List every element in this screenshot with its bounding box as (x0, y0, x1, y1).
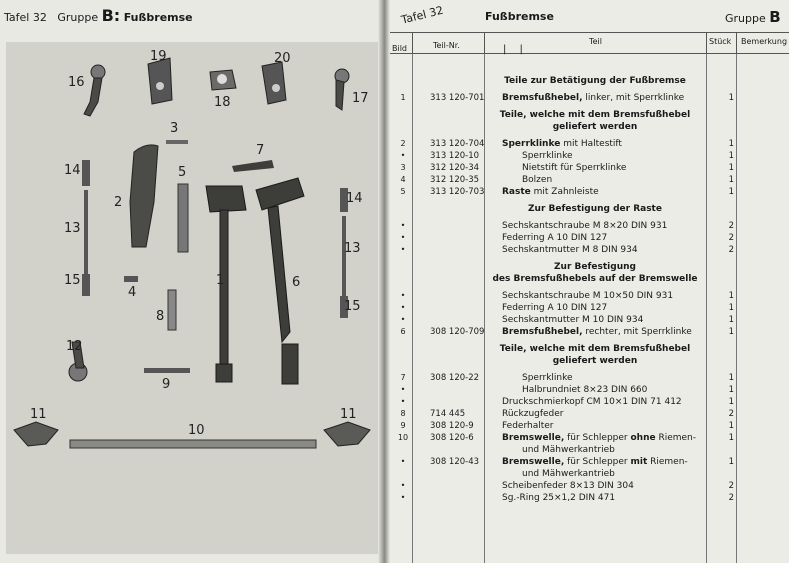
parts-row (390, 302, 789, 314)
row-bild: 2 (400, 139, 406, 148)
section-heading: Zur Befestigung der Raste (528, 204, 662, 214)
parts-row (390, 232, 789, 244)
row-teil-pre: für Schlepper (564, 457, 631, 467)
left-tafel: Tafel 32 (4, 11, 47, 24)
row-teil-text: Sechskantmutter M 10 DIN 934 (502, 315, 644, 325)
row-teil-nr: 313 120-701 (430, 93, 485, 103)
row-stueck: 1 (728, 385, 734, 395)
row-bild: 9 (400, 421, 406, 430)
row-teil-nr: 313 120-10 (430, 151, 480, 161)
photo-label-7: 7 (256, 143, 265, 158)
photo-label-5: 5 (178, 165, 187, 180)
row-bild: 4 (400, 175, 406, 184)
row-teil (502, 220, 667, 232)
row-teil-text: rechter, mit Sperrklinke (582, 327, 692, 337)
row-teil-nr: 308 120-6 (430, 433, 474, 443)
row-teil-text: Sechskantmutter M 8 DIN 934 (502, 245, 638, 255)
row-teil-text: Druckschmierkopf CM 10×1 DIN 71 412 (502, 397, 682, 407)
row-bild: • (400, 457, 406, 466)
row-teil-nr: 308 120-22 (430, 373, 480, 383)
row-teil-text: Sechskantschraube M 8×20 DIN 931 (502, 221, 668, 231)
photo-label-1: 1 (216, 273, 225, 288)
parts-row (390, 186, 789, 198)
right-tafel: Tafel 32 (400, 3, 445, 27)
parts-row (390, 92, 789, 104)
row-teil-emph: ohne (630, 433, 656, 443)
row-teil-line2: und Mähwerkantrieb (522, 469, 615, 479)
row-teil-bold: Bremsfußhebel, (502, 327, 583, 337)
photo-label-9: 9 (162, 377, 171, 392)
row-bild: 6 (400, 327, 406, 336)
row-stueck: 1 (728, 163, 734, 173)
parts-row (390, 480, 789, 492)
part-2-pawl (130, 145, 158, 247)
part-14-rod-left (82, 160, 90, 186)
row-teil (502, 456, 688, 468)
parts-row (390, 150, 789, 162)
parts-row (390, 220, 789, 232)
parts-row-continuation (390, 444, 789, 456)
row-teil-text: Federring A 10 DIN 127 (502, 303, 608, 313)
row-bild: • (400, 291, 406, 300)
row-teil-text: Federring A 10 DIN 127 (502, 233, 608, 243)
header-teil-label: Teil (589, 37, 602, 46)
row-teil (522, 162, 626, 174)
parts-row (390, 372, 789, 384)
photo-label-13-left: 13 (64, 221, 81, 236)
row-teil-emph: mit (630, 457, 648, 467)
section-heading: geliefert werden (552, 356, 638, 366)
row-teil (522, 372, 573, 384)
row-stueck: 1 (728, 303, 734, 313)
row-bild: • (400, 315, 406, 324)
row-teil-text: Sperrklinke (522, 151, 573, 161)
parts-row (390, 384, 789, 396)
row-stueck: 1 (728, 397, 734, 407)
photo-label-15-right: 15 (344, 299, 361, 314)
right-gruppe-label: Gruppe (725, 12, 766, 25)
parts-row (390, 396, 789, 408)
row-teil-text: Scheibenfeder 8×13 DIN 304 (502, 481, 634, 491)
photo-label-14-left: 14 (64, 163, 81, 178)
part-15-rod-left (82, 274, 90, 296)
row-teil (502, 326, 692, 338)
photo-label-12: 12 (66, 339, 83, 354)
row-teil-bold: Bremsfußhebel, (502, 93, 583, 103)
photo-label-2: 2 (114, 195, 123, 210)
row-stueck: 1 (728, 315, 734, 325)
row-bild: 1 (400, 93, 406, 102)
row-bild: 10 (397, 433, 409, 442)
row-bild: • (400, 245, 406, 254)
row-teil-text: Sperrklinke (522, 373, 573, 383)
photo-label-19: 19 (150, 49, 167, 64)
row-teil-nr: 313 120-703 (430, 187, 485, 197)
parts-row (390, 244, 789, 256)
part-11-left (14, 422, 58, 446)
row-stueck: 1 (728, 175, 734, 185)
section-heading: Zur Befestigung (554, 262, 636, 272)
left-gruppe-label: Gruppe (57, 11, 99, 24)
row-teil (502, 408, 564, 420)
parts-row (390, 138, 789, 150)
row-stueck: 1 (728, 457, 734, 467)
part-20-bracket (262, 62, 286, 104)
parts-row (390, 162, 789, 174)
row-teil-bold: Raste (502, 187, 531, 197)
row-stueck: 1 (728, 433, 734, 443)
row-teil-post: Riemen- (655, 433, 697, 443)
row-teil-nr: 308 120-43 (430, 457, 480, 467)
row-teil (522, 384, 647, 396)
part-8-spring (168, 290, 176, 330)
header-teil-ticks: | | (503, 44, 528, 55)
row-teil (502, 302, 607, 314)
row-teil-text: Bolzen (522, 175, 553, 185)
left-page (0, 0, 383, 563)
right-page (390, 0, 789, 563)
parts-photo (6, 42, 378, 554)
parts-row (390, 326, 789, 338)
section-heading: des Bremsfußhebels auf der Bremswelle (492, 274, 698, 284)
row-teil-text: mit Haltestift (560, 139, 622, 149)
row-teil-text: Sg.-Ring 25×1,2 DIN 471 (502, 493, 616, 503)
photo-label-8: 8 (156, 309, 165, 324)
row-teil-bold: Bremswelle, (502, 433, 565, 443)
parts-row (390, 420, 789, 432)
row-bild: • (400, 385, 406, 394)
row-teil-text: Rückzugfeder (502, 409, 564, 419)
row-stueck: 1 (728, 291, 734, 301)
photo-label-11-left: 11 (30, 407, 47, 422)
part-17-lever (335, 69, 349, 110)
row-stueck: 2 (728, 409, 734, 419)
photo-label-4: 4 (128, 285, 137, 300)
right-gruppe-letter: B (769, 8, 781, 26)
part-4-bolt (124, 276, 138, 282)
section-heading: geliefert werden (552, 122, 638, 132)
row-bild: • (400, 481, 406, 490)
photo-label-3: 3 (170, 121, 179, 136)
row-stueck: 2 (728, 221, 734, 231)
part-10-shaft (70, 440, 316, 448)
part-13-rod-left (84, 190, 88, 276)
section-heading: Teile zur Betätigung der Fußbremse (504, 76, 686, 86)
row-teil-nr: 312 120-35 (430, 175, 480, 185)
row-teil (502, 92, 684, 104)
row-teil (502, 432, 696, 444)
row-bild: 3 (400, 163, 406, 172)
row-teil (502, 314, 643, 326)
row-stueck: 2 (728, 245, 734, 255)
header-teil (484, 33, 706, 55)
row-teil-bold: Bremswelle, (502, 457, 565, 467)
row-teil-pre: für Schlepper (564, 433, 631, 443)
parts-row (390, 456, 789, 468)
row-stueck: 1 (728, 327, 734, 337)
section-heading: Teile, welche mit dem Bremsfußhebel (499, 110, 691, 120)
row-teil-nr: 308 120-9 (430, 421, 474, 431)
part-19-bracket (148, 58, 172, 104)
row-teil (502, 290, 673, 302)
parts-row (390, 492, 789, 504)
section-heading: Teile, welche mit dem Bremsfußhebel (499, 344, 691, 354)
left-gruppe-title: Fußbremse (123, 11, 193, 24)
photo-label-14-right: 14 (346, 191, 363, 206)
photo-label-15-left: 15 (64, 273, 81, 288)
row-teil-text: Halbrundniet 8×23 DIN 660 (522, 385, 648, 395)
photo-label-16: 16 (68, 75, 85, 90)
row-bild: • (400, 397, 406, 406)
table-header (390, 32, 789, 54)
part-9-holder (144, 368, 190, 373)
row-teil (502, 420, 554, 432)
book-gutter (378, 0, 390, 563)
row-teil (502, 186, 599, 198)
part-7-pawl (232, 160, 274, 172)
row-teil (502, 480, 634, 492)
header-stueck: Stück (706, 33, 736, 55)
row-stueck: 1 (728, 139, 734, 149)
row-bild: 5 (400, 187, 406, 196)
row-bild: • (400, 233, 406, 242)
row-bild: 8 (400, 409, 406, 418)
header-bemerkung: Bemerkung (736, 33, 789, 55)
row-teil-nr: 313 120-704 (430, 139, 485, 149)
parts-row (390, 408, 789, 420)
row-stueck: 1 (728, 187, 734, 197)
row-teil-text: Sechskantschraube M 10×50 DIN 931 (502, 291, 674, 301)
parts-row (390, 432, 789, 444)
part-13-rod-right (342, 216, 346, 296)
row-teil-text: mit Zahnleiste (530, 187, 599, 197)
photo-label-10: 10 (188, 423, 205, 438)
row-bild: • (400, 221, 406, 230)
row-stueck: 1 (728, 421, 734, 431)
parts-row (390, 174, 789, 186)
row-teil-post: Riemen- (647, 457, 688, 467)
photo-label-17: 17 (352, 91, 369, 106)
photo-label-6: 6 (292, 275, 301, 290)
row-teil-bold: Sperrklinke (502, 139, 561, 149)
part-5-ratchet (178, 184, 188, 252)
row-teil (502, 396, 682, 408)
photo-label-20: 20 (274, 51, 291, 66)
part-3-pin (166, 140, 188, 144)
photo-label-13-right: 13 (344, 241, 361, 256)
row-bild: • (400, 493, 406, 502)
row-teil (522, 174, 552, 186)
photo-label-18: 18 (214, 95, 231, 110)
row-bild: • (400, 151, 406, 160)
row-stueck: 2 (728, 233, 734, 243)
row-bild: 7 (400, 373, 406, 382)
parts-row (390, 314, 789, 326)
part-18-flange (210, 70, 236, 90)
row-teil-text: linker, mit Sperrklinke (582, 93, 685, 103)
row-teil-nr: 714 445 (430, 409, 466, 419)
row-teil (502, 138, 622, 150)
part-11-right (324, 422, 370, 446)
header-bild: Bild (392, 44, 408, 53)
row-stueck: 1 (728, 151, 734, 161)
row-teil (502, 244, 638, 256)
parts-row-continuation (390, 468, 789, 480)
part-16-lever (84, 65, 105, 116)
row-teil (502, 232, 607, 244)
parts-row (390, 290, 789, 302)
row-bild: • (400, 303, 406, 312)
left-gruppe-letter: B: (101, 6, 121, 25)
photo-label-11-right: 11 (340, 407, 357, 422)
left-page-header (4, 6, 193, 25)
row-teil (502, 492, 615, 504)
row-teil-nr: 308 120-709 (430, 327, 485, 337)
row-teil-line2: und Mähwerkantrieb (522, 445, 615, 455)
row-teil (522, 150, 573, 162)
row-stueck: 2 (728, 493, 734, 503)
row-stueck: 2 (728, 481, 734, 491)
row-stueck: 1 (728, 93, 734, 103)
part-1-pedal-left (206, 186, 246, 382)
row-teil-text: Nietstift für Sperrklinke (522, 163, 627, 173)
parts-illustration (6, 42, 378, 554)
right-title: Fußbremse (485, 10, 554, 23)
row-stueck: 1 (728, 373, 734, 383)
header-teil-nr: Teil-Nr. (412, 33, 484, 55)
row-teil-text: Federhalter (502, 421, 554, 431)
right-gruppe (725, 8, 781, 26)
row-teil-nr: 312 120-34 (430, 163, 480, 173)
